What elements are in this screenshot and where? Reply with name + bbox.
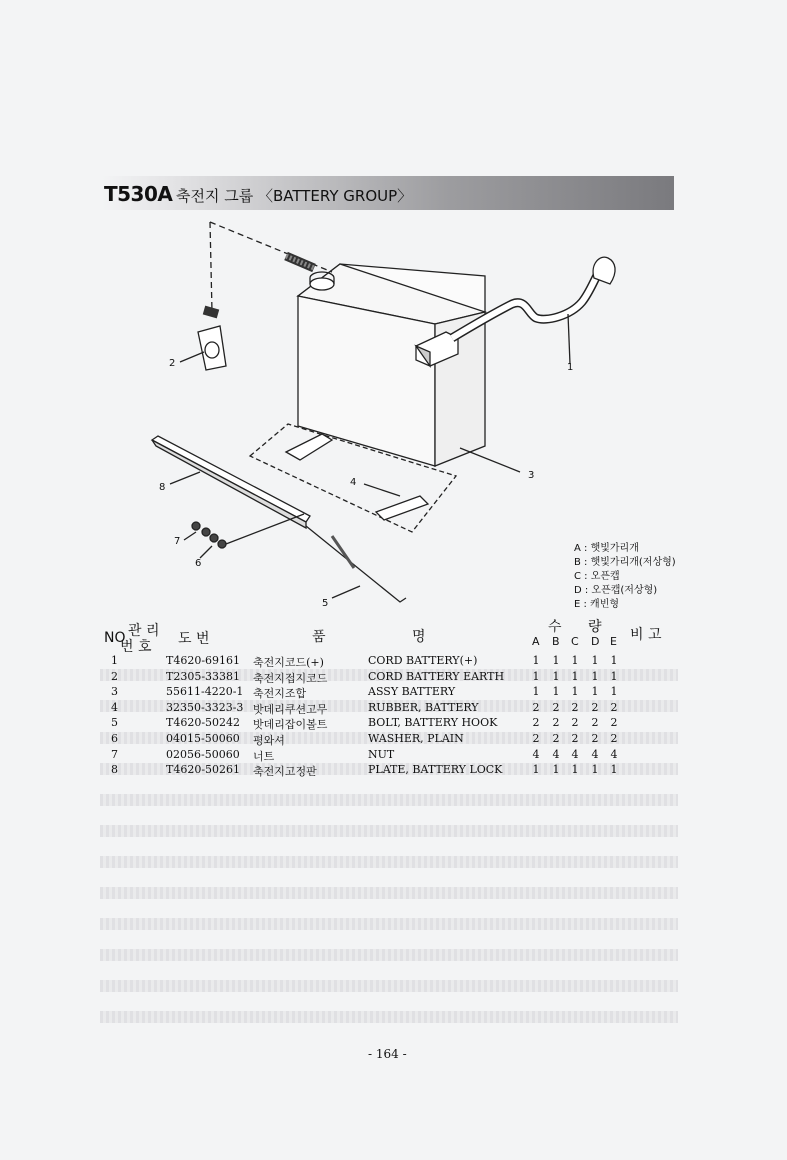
table-row: [100, 747, 678, 763]
cell-no: 8: [111, 763, 118, 777]
row-stripe: [100, 980, 678, 992]
row-stripe: [100, 1011, 678, 1023]
page-number: - 164 -: [368, 1047, 407, 1061]
section-title: 축전지 그룹 〈BATTERY GROUP〉: [176, 187, 413, 205]
cell-part-no: T4620-50242: [166, 716, 241, 730]
section-code: T530A: [104, 182, 173, 206]
cell-name-ko: 축전지접지코드: [253, 671, 328, 685]
table-row: [100, 762, 678, 778]
cell-qty-a: 2: [532, 700, 540, 714]
cell-part-no: 55611-4220-1: [166, 685, 244, 699]
cell-qty-e: 2: [610, 700, 618, 714]
cell-part-no: T4620-69161: [166, 654, 241, 667]
table-row: [100, 684, 678, 700]
cell-qty-c: 1: [571, 685, 579, 699]
cell-part-no: 02056-50060: [166, 747, 240, 761]
parts-table-header: [100, 618, 678, 658]
header-variant-d: D: [591, 635, 600, 648]
cell-part-no: T2305-33381: [166, 669, 241, 683]
cell-qty-d: 1: [591, 654, 599, 667]
legend-a: A : 햇빛가리개: [574, 543, 639, 554]
cell-qty-b: 1: [552, 763, 560, 777]
cell-qty-a: 1: [532, 669, 540, 683]
header-remarks: 비 고: [630, 627, 662, 643]
cell-qty-a: 4: [532, 747, 540, 761]
cell-part-no: 04015-50060: [166, 731, 240, 745]
cell-qty-b: 1: [552, 654, 560, 667]
cell-name-ko: 축전지코드(+): [253, 656, 324, 669]
callout-5: 5: [322, 598, 329, 609]
callout-4: 4: [350, 477, 357, 488]
parts-table-body: [100, 653, 678, 778]
cell-qty-d: 2: [591, 700, 599, 714]
cell-part-no: T4620-50261: [166, 763, 241, 777]
row-stripe: [100, 887, 678, 899]
table-row: [100, 715, 678, 731]
cell-qty-e: 2: [610, 716, 618, 730]
legend-c: C : 오픈캡: [574, 571, 620, 582]
table-row: [100, 731, 678, 747]
cell-qty-e: 1: [610, 685, 618, 699]
cell-name-en: ASSY BATTERY: [368, 685, 456, 699]
cell-qty-c: 2: [571, 700, 579, 714]
cell-name-en: PLATE, BATTERY LOCK: [368, 763, 503, 777]
cell-qty-b: 4: [552, 747, 560, 761]
cell-name-en: NUT: [368, 747, 395, 761]
cell-qty-c: 1: [571, 654, 579, 667]
nut-washer-drawing: [192, 514, 304, 548]
variant-legend: [574, 542, 676, 612]
cell-qty-a: 1: [532, 763, 540, 777]
cell-qty-d: 1: [591, 669, 599, 683]
cell-qty-d: 1: [591, 685, 599, 699]
cell-qty-c: 4: [571, 747, 579, 761]
cell-qty-c: 1: [571, 669, 579, 683]
cell-qty-d: 4: [591, 747, 599, 761]
cell-qty-b: 2: [552, 716, 560, 730]
cell-name-ko: 밧데리잡이볼트: [253, 718, 328, 732]
row-stripe: [100, 856, 678, 868]
cell-qty-a: 1: [532, 685, 540, 699]
cell-qty-d: 1: [591, 763, 599, 777]
cell-qty-a: 1: [532, 654, 540, 667]
header-mgmt-top: 관 리: [128, 623, 160, 639]
legend-d: D : 오픈캡(저상형): [574, 585, 658, 596]
cell-qty-b: 1: [552, 685, 560, 699]
cell-name-en: WASHER, PLAIN: [368, 731, 464, 745]
cell-qty-c: 1: [571, 763, 579, 777]
callout-6: 6: [195, 558, 202, 569]
cell-name-ko: 축전지조합: [253, 687, 307, 701]
cell-qty-b: 2: [552, 700, 560, 714]
cell-qty-e: 1: [610, 654, 618, 667]
row-stripe: [100, 794, 678, 806]
table-row: [100, 700, 678, 716]
header-name-a: 품: [312, 629, 326, 645]
bolt-battery-hook-drawing: [306, 526, 406, 602]
cell-qty-e: 2: [610, 731, 618, 745]
cell-qty-e: 1: [610, 669, 618, 683]
cell-name-en: RUBBER, BATTERY: [368, 700, 479, 714]
cell-no: 7: [111, 747, 118, 761]
cell-qty-c: 2: [571, 716, 579, 730]
header-part-no: 도 번: [178, 631, 210, 647]
cell-qty-e: 4: [610, 747, 618, 761]
header-qty-b: 량: [588, 619, 602, 635]
cell-no: 2: [111, 669, 118, 683]
header-variant-c: C: [571, 635, 579, 648]
cell-qty-d: 2: [591, 716, 599, 730]
table-row: [100, 653, 678, 669]
header-variant-e: E: [610, 635, 617, 648]
cell-qty-e: 1: [610, 763, 618, 777]
cord-battery-earth-drawing: [198, 310, 226, 370]
cell-no: 1: [111, 654, 118, 667]
row-stripe: [100, 825, 678, 837]
cell-qty-b: 1: [552, 669, 560, 683]
legend-b: B : 햇빛가리개(저상형): [574, 557, 676, 568]
cell-qty-d: 2: [591, 731, 599, 745]
header-qty-a: 수: [548, 619, 562, 635]
header-mgmt-bottom: 번 호: [120, 639, 152, 655]
cell-name-en: BOLT, BATTERY HOOK: [368, 716, 498, 730]
header-no: NO: [104, 630, 126, 646]
table-row: [100, 669, 678, 685]
cell-name-en: CORD BATTERY(+): [368, 654, 478, 667]
cell-qty-b: 2: [552, 731, 560, 745]
cell-qty-a: 2: [532, 716, 540, 730]
cell-no: 3: [111, 685, 118, 699]
cell-name-ko: 밧데리쿠션고무: [253, 702, 328, 716]
cell-no: 5: [111, 716, 118, 730]
cell-qty-c: 2: [571, 731, 579, 745]
cell-part-no: 32350-3323-3: [166, 700, 244, 714]
cell-name-en: CORD BATTERY EARTH: [368, 669, 505, 683]
header-variant-a: A: [532, 635, 540, 648]
header-name-b: 명: [412, 629, 426, 645]
cell-qty-a: 2: [532, 731, 540, 745]
row-stripe: [100, 949, 678, 961]
cell-name-ko: 평와셔: [253, 733, 285, 747]
header-variant-b: B: [552, 635, 560, 648]
callout-7: 7: [174, 536, 181, 547]
callout-3: 3: [528, 470, 535, 481]
callout-2: 2: [169, 358, 176, 369]
cell-no: 4: [111, 700, 118, 714]
row-stripe: [100, 918, 678, 930]
cell-name-ko: 축전지고정판: [253, 765, 317, 779]
legend-e: E : 캐빈형: [574, 599, 620, 610]
cell-no: 6: [111, 731, 118, 745]
callout-1: 1: [567, 362, 574, 373]
callout-8: 8: [159, 482, 166, 493]
cell-name-ko: 너트: [253, 749, 275, 763]
